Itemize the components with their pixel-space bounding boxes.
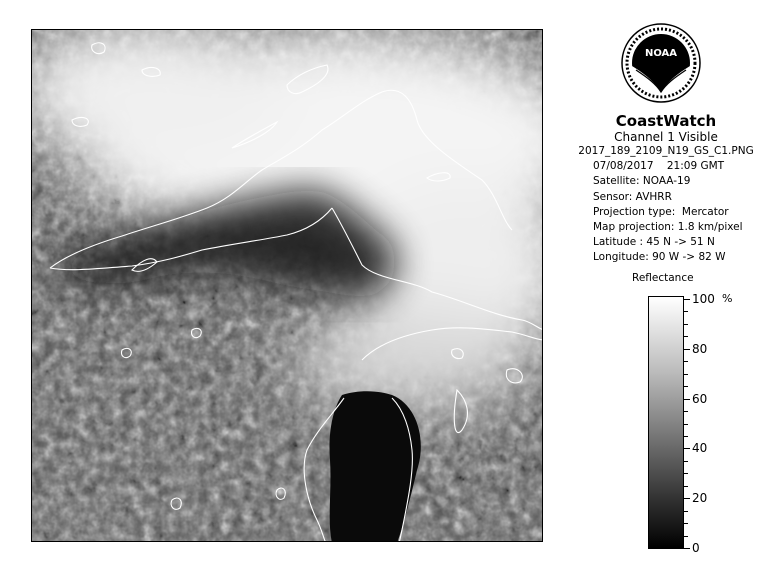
colorbar-minor-tick [684, 324, 688, 325]
colorbar-minor-tick [684, 511, 688, 512]
colorbar-tick [684, 299, 690, 300]
colorbar-minor-tick [684, 386, 688, 387]
colorbar-minor-tick [684, 336, 688, 337]
colorbar-minor-tick [684, 361, 688, 362]
colorbar-tick-label: 0 [692, 541, 700, 555]
channel-label: Channel 1 Visible [614, 130, 718, 144]
colorbar-minor-tick [684, 424, 688, 425]
info-panel [555, 112, 777, 266]
colorbar-tick [684, 548, 690, 549]
sensor: Sensor: AVHRR [593, 190, 672, 203]
colorbar-minor-tick [684, 536, 688, 537]
colorbar-minor-tick [684, 461, 688, 462]
colorbar-minor-tick [684, 473, 688, 474]
projection-type: Projection type: Mercator [593, 205, 729, 218]
colorbar-tick-label: 80 [692, 341, 708, 356]
reflectance-colorbar [648, 296, 684, 549]
colorbar-tick-label: 40 [692, 441, 708, 456]
colorbar-minor-tick [684, 311, 688, 312]
colorbar-tick-label: 100 [692, 292, 715, 306]
colorbar-tick-label: 60 [692, 391, 708, 406]
colorbar-tick [684, 498, 690, 499]
colorbar-minor-tick [684, 411, 688, 412]
satellite: Satellite: NOAA-19 [593, 175, 691, 188]
latitude-range: Latitude : 45 N -> 51 N [593, 236, 715, 249]
colorbar-tick-label: 20 [692, 491, 708, 506]
svg-text:NOAA: NOAA [644, 48, 678, 59]
colorbar-minor-tick [684, 523, 688, 524]
colorbar-tick [684, 399, 690, 400]
brand-title: CoastWatch [615, 112, 717, 130]
legend-unit: % [722, 292, 733, 305]
colorbar-tick [684, 448, 690, 449]
colorbar-minor-tick [684, 486, 688, 487]
colorbar-minor-tick [684, 436, 688, 437]
map-projection: Map projection: 1.8 km/pixel [593, 221, 743, 234]
legend-title: Reflectance [632, 272, 694, 284]
filename: 2017_189_2109_N19_GS_C1.PNG [578, 145, 754, 157]
colorbar-tick [684, 349, 690, 350]
colorbar-minor-tick [684, 374, 688, 375]
satellite-image [31, 29, 543, 542]
noaa-logo [620, 22, 702, 104]
datetime: 07/08/2017 21:09 GMT [593, 160, 725, 173]
longitude-range: Longitude: 90 W -> 82 W [593, 251, 726, 264]
